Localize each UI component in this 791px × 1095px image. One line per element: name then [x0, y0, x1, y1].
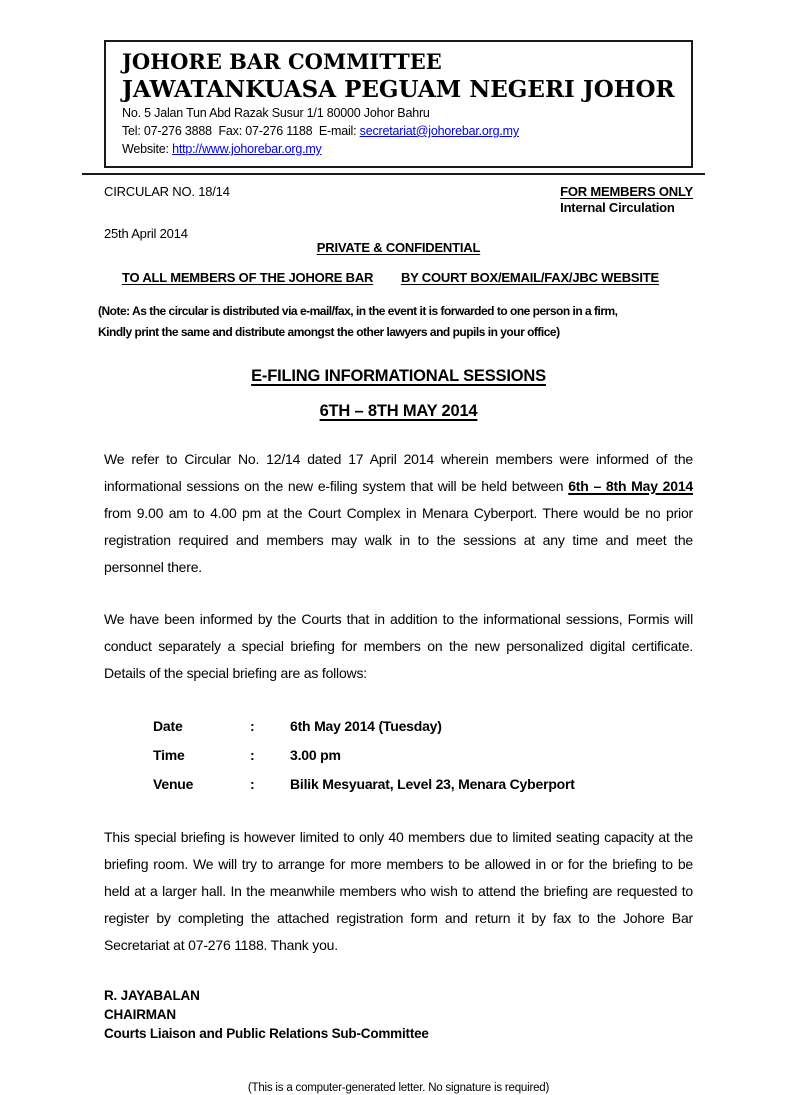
org-name-malay: JAWATANKUASA PEGUAM NEGERI JOHOR — [122, 76, 675, 103]
details-row-time — [104, 741, 693, 770]
paragraph-3: This special briefing is however limited to only 40 members due to limited seating capacity at the briefing room. We will try to arrange for more members to be allowed in or for the briefing to be held at a larger hall. In the meanwhile members who wish to attend the briefing are requested to register by completing the attached registration form and return it by fax to the Johore Bar Secretariat at 07-276 1188. Thank you. — [104, 829, 693, 953]
paragraph-1-text-continued: from 9.00 am to 4.00 pm at the Court Complex in Menara Cyberport. There would be no prior registration required and members may walk in to the sessions at any time and meet the personnel there. — [104, 505, 693, 575]
details-row-venue — [104, 770, 693, 799]
letterhead — [104, 40, 693, 168]
detail-value: 6th May 2014 (Tuesday) — [290, 718, 442, 734]
computer-generated-note: (This is a computer-generated letter. No signature is required) — [247, 1082, 550, 1094]
circular-number: CIRCULAR NO. 18/14 — [104, 184, 230, 199]
org-website-line — [122, 140, 675, 158]
for-members-only-label: FOR MEMBERS ONLY — [560, 184, 693, 199]
members-only-block — [560, 184, 693, 216]
org-contact-line — [122, 122, 675, 140]
distribution-note-line: (Note: As the circular is distributed via e-mail/fax, in the event it is forwarded to one person in a firm, — [98, 304, 618, 318]
addressee-label: TO ALL MEMBERS OF THE JOHORE BAR — [122, 270, 374, 285]
paragraph-1-text: We refer to Circular No. 12/14 dated 17 April 2014 wherein members were informed of the informational sessions on the new e-filing system that will be held between — [104, 451, 693, 494]
private-confidential-heading: PRIVATE & CONFIDENTIAL — [316, 240, 481, 255]
contact-prefix-text: Tel: 07-276 3888 Fax: 07-276 1188 E-mail: — [122, 124, 360, 138]
org-address: No. 5 Jalan Tun Abd Razak Susur 1/1 80000 Johor Bahru — [122, 106, 430, 120]
signatory-title: CHAIRMAN — [104, 1007, 176, 1022]
paragraph-2: We have been informed by the Courts that in addition to the informational sessions, Formis will conduct separately a special briefing for members on the new personalized digital certificate. Details of the special briefing are as follows: — [104, 611, 693, 681]
detail-label: Time — [153, 747, 185, 763]
detail-separator: : — [250, 776, 255, 792]
letter-content — [98, 40, 693, 1095]
distribution-note-line: Kindly print the same and distribute amongst the other lawyers and pupils in your office) — [98, 325, 560, 339]
website-prefix-text: Website: — [122, 142, 173, 156]
detail-separator: : — [250, 718, 255, 734]
detail-label: Date — [153, 718, 183, 734]
letter-date: 25th April 2014 — [104, 226, 188, 241]
header-divider — [82, 173, 705, 175]
detail-separator: : — [250, 747, 255, 763]
delivery-method-label: BY COURT BOX/EMAIL/FAX/JBC WEBSITE — [400, 270, 659, 285]
subject-dates: 6TH – 8TH MAY 2014 — [319, 402, 478, 420]
details-row-date — [104, 712, 693, 741]
org-name-english: JOHORE BAR COMMITTEE — [122, 49, 442, 74]
detail-label: Venue — [153, 776, 194, 792]
signature-block — [104, 986, 693, 1043]
paragraph-1 — [104, 446, 693, 581]
signatory-committee: Courts Liaison and Public Relations Sub-Committee — [104, 1026, 429, 1041]
subject-title: E-FILING INFORMATIONAL SESSIONS — [251, 367, 546, 385]
signatory-name: R. JAYABALAN — [104, 988, 200, 1003]
email-link[interactable]: secretariat@johorebar.org.my — [359, 124, 519, 138]
distribution-note — [98, 301, 693, 343]
internal-circulation-label: Internal Circulation — [560, 200, 675, 215]
briefing-details-table — [104, 712, 693, 799]
addressee-row — [104, 270, 693, 286]
detail-value: Bilik Mesyuarat, Level 23, Menara Cyberport — [290, 776, 575, 792]
meta-row — [104, 184, 693, 216]
detail-value: 3.00 pm — [290, 747, 341, 763]
document-page — [0, 40, 791, 1094]
website-link[interactable]: http://www.johorebar.org.my — [172, 142, 322, 156]
highlighted-session-dates: 6th – 8th May 2014 — [568, 478, 693, 494]
